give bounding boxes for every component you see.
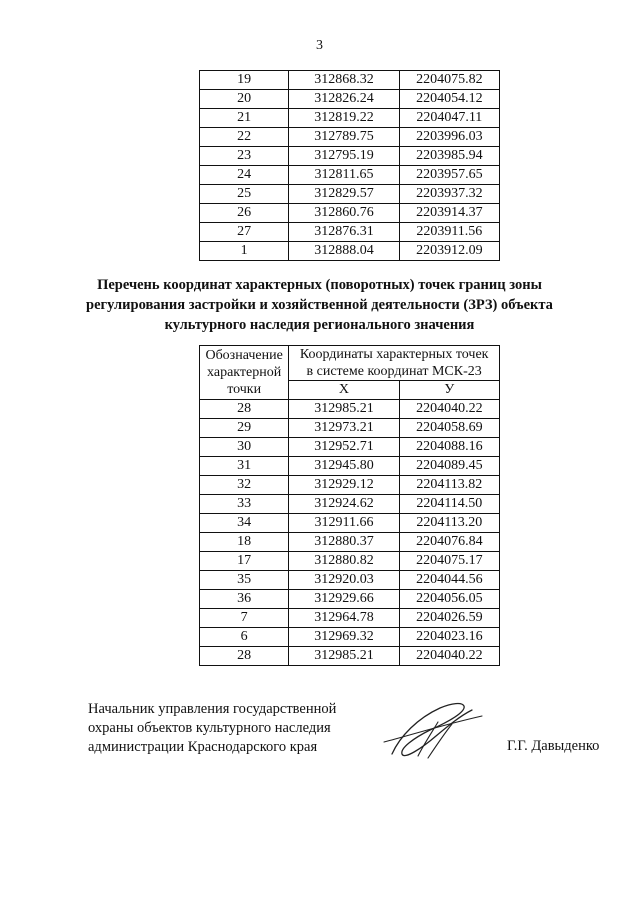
coord-x: 312929.12 (289, 476, 399, 495)
coord-x: 312952.71 (289, 438, 399, 457)
coord-y: 2203957.65 (399, 166, 499, 185)
header-y: У (399, 381, 499, 400)
table-row (200, 109, 500, 128)
point-id: 33 (200, 495, 289, 514)
point-id: 22 (200, 128, 289, 147)
table-row (200, 590, 500, 609)
coord-x: 312876.31 (289, 223, 399, 242)
header-line: Координаты характерных точек (299, 347, 489, 362)
table1-body (200, 71, 500, 261)
coordinates-table-continued (199, 70, 500, 261)
coord-y: 2204114.50 (399, 495, 499, 514)
table-row (200, 71, 500, 90)
point-id: 21 (200, 109, 289, 128)
table-row (200, 495, 500, 514)
heading-line: Перечень координат характерных (поворотных) точек границ зоны (97, 277, 542, 293)
point-id: 24 (200, 166, 289, 185)
coord-x: 312880.82 (289, 552, 399, 571)
heading-line: регулирования застройки и хозяйственной деятельности (ЗРЗ) объекта (86, 297, 553, 313)
coord-y: 2204075.82 (399, 71, 499, 90)
position-line: Начальник управления государственной (88, 701, 337, 717)
coord-y: 2204076.84 (399, 533, 499, 552)
section-heading (60, 275, 579, 335)
coord-y: 2204056.05 (399, 590, 499, 609)
point-id: 1 (200, 242, 289, 261)
point-id: 28 (200, 647, 289, 666)
table-row (200, 204, 500, 223)
table-row (200, 90, 500, 109)
header-line: точки (227, 382, 262, 397)
coord-y: 2204058.69 (399, 419, 499, 438)
point-id: 7 (200, 609, 289, 628)
table-row (200, 147, 500, 166)
point-id: 26 (200, 204, 289, 223)
coord-y: 2204023.16 (399, 628, 499, 647)
point-id: 17 (200, 552, 289, 571)
coord-x: 312920.03 (289, 571, 399, 590)
table-row (200, 242, 500, 261)
signer-name: Г.Г. Давыденко (507, 738, 600, 754)
table-row (200, 438, 500, 457)
coord-y: 2203911.56 (399, 223, 499, 242)
point-id: 27 (200, 223, 289, 242)
point-id: 29 (200, 419, 289, 438)
point-id: 18 (200, 533, 289, 552)
coord-y: 2204044.56 (399, 571, 499, 590)
table2-header (200, 346, 500, 400)
coord-y: 2204054.12 (399, 90, 499, 109)
coord-x: 312973.21 (289, 419, 399, 438)
coord-y: 2203937.32 (399, 185, 499, 204)
coord-y: 2204113.20 (399, 514, 499, 533)
coord-x: 312868.32 (289, 71, 399, 90)
coord-x: 312964.78 (289, 609, 399, 628)
position-line: администрации Краснодарского края (88, 739, 318, 755)
table-row (200, 419, 500, 438)
coord-y: 2203912.09 (399, 242, 499, 261)
point-id: 32 (200, 476, 289, 495)
coord-x: 312969.32 (289, 628, 399, 647)
coord-x: 312829.57 (289, 185, 399, 204)
coord-x: 312789.75 (289, 128, 399, 147)
point-id: 25 (200, 185, 289, 204)
coord-x: 312911.66 (289, 514, 399, 533)
signer-position (88, 700, 378, 757)
coord-x: 312985.21 (289, 400, 399, 419)
table-row (200, 400, 500, 419)
coord-y: 2204040.22 (399, 400, 499, 419)
coord-y: 2204113.82 (399, 476, 499, 495)
table-row (200, 514, 500, 533)
point-id: 35 (200, 571, 289, 590)
coord-y: 2204089.45 (399, 457, 499, 476)
coord-y: 2204047.11 (399, 109, 499, 128)
table-row (200, 533, 500, 552)
header-coordinates-group (289, 346, 500, 381)
zrz-coordinates-table (199, 345, 500, 666)
point-id: 30 (200, 438, 289, 457)
table-row (200, 647, 500, 666)
coord-x: 312945.80 (289, 457, 399, 476)
table-row (200, 609, 500, 628)
position-line: охраны объектов культурного наследия (88, 720, 331, 736)
table-row (200, 128, 500, 147)
coord-x: 312929.66 (289, 590, 399, 609)
point-id: 34 (200, 514, 289, 533)
table-row (200, 571, 500, 590)
header-point-designation (200, 346, 289, 400)
point-id: 23 (200, 147, 289, 166)
header-line: Обозначение (205, 348, 283, 363)
coord-y: 2204026.59 (399, 609, 499, 628)
point-id: 36 (200, 590, 289, 609)
table-row (200, 185, 500, 204)
coord-y: 2203985.94 (399, 147, 499, 166)
table-row (200, 552, 500, 571)
coord-x: 312888.04 (289, 242, 399, 261)
coord-x: 312860.76 (289, 204, 399, 223)
point-id: 6 (200, 628, 289, 647)
coord-x: 312924.62 (289, 495, 399, 514)
table-row (200, 223, 500, 242)
point-id: 28 (200, 400, 289, 419)
table2-body (200, 400, 500, 666)
coord-y: 2204088.16 (399, 438, 499, 457)
header-x: X (289, 381, 399, 400)
point-id: 20 (200, 90, 289, 109)
header-line: характерной (207, 365, 282, 380)
table-row (200, 628, 500, 647)
coord-x: 312985.21 (289, 647, 399, 666)
point-id: 19 (200, 71, 289, 90)
table-row (200, 166, 500, 185)
table-row (200, 476, 500, 495)
coord-x: 312880.37 (289, 533, 399, 552)
table-row (200, 457, 500, 476)
heading-line: культурного наследия регионального значения (164, 317, 475, 333)
coord-x: 312819.22 (289, 109, 399, 128)
header-line: в системе координат МСК-23 (306, 364, 482, 379)
coord-x: 312826.24 (289, 90, 399, 109)
signature-icon (378, 696, 488, 766)
point-id: 31 (200, 457, 289, 476)
coord-x: 312795.19 (289, 147, 399, 166)
coord-y: 2204040.22 (399, 647, 499, 666)
coord-y: 2204075.17 (399, 552, 499, 571)
coord-y: 2203996.03 (399, 128, 499, 147)
coord-y: 2203914.37 (399, 204, 499, 223)
coord-x: 312811.65 (289, 166, 399, 185)
page-number: 3 (316, 38, 323, 53)
